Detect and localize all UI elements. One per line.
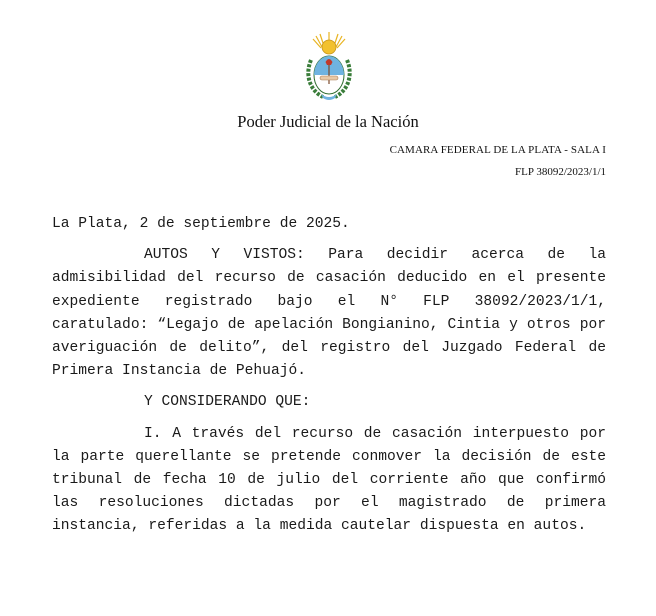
paragraph-considerando-1: I. A través del recurso de casación interpuesto por la parte querellante se pretende conmover la decisión de este tribunal de fecha 10 de julio del corriente año que confirmó las resoluciones dictadas por el magistrado de primera instancia, referidas a la medida cautelar dispuesta en autos. [52,425,606,535]
court-name: Poder Judicial de la Nación [237,112,419,131]
considerando-heading: Y CONSIDERANDO QUE: [144,394,311,411]
resolution-body [52,213,606,539]
chamber-name: CAMARA FEDERAL DE LA PLATA - SALA I [389,144,606,156]
national-coat-of-arms-icon [303,30,355,102]
date-line: La Plata, 2 de septiembre de 2025. [52,216,350,232]
file-number: FLP 38092/2023/1/1 [515,166,606,178]
paragraph-autos-y-vistos: AUTOS Y VISTOS: Para decidir acerca de la admisibilidad del recurso de casación deducido en el presente expediente registrado bajo el N° FLP 38092/2023/1/1, caratulado: “Legajo de apelación Bongianino, Cintia y otros por averiguación de delito”, del registro del Juzgado Federal de Primera Instancia de Pehuajó. [52,247,606,380]
